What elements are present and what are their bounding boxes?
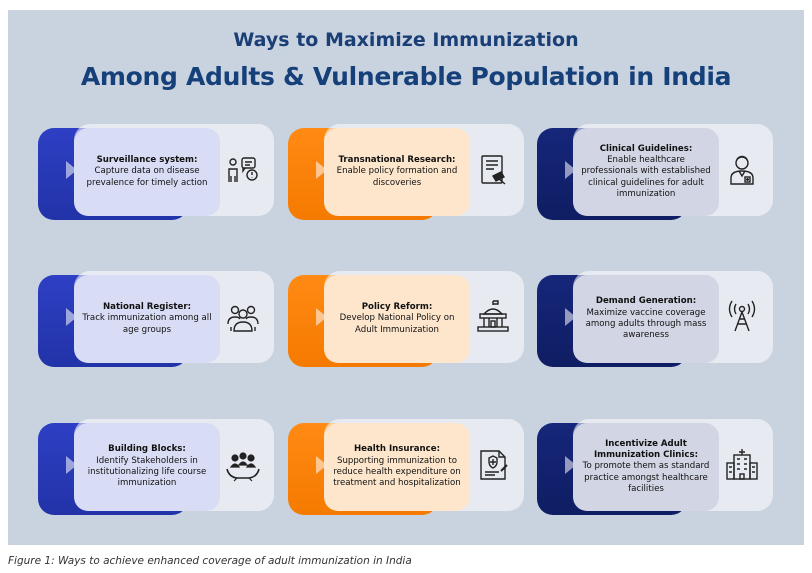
research-document-icon [473,150,513,190]
card-heading: National Register: [102,301,192,312]
card-building-blocks [38,419,274,515]
card-text: Capture data on disease prevalence for timely action [86,166,208,188]
card-text: Enable healthcare professionals with established clinical guidelines for adult immunization [581,154,711,200]
card-text: Enable policy formation and discoveries [336,166,458,188]
card-demand-generation [537,271,773,367]
government-building-icon [473,297,513,337]
doctor-icon [722,150,762,190]
broadcast-tower-icon [722,297,762,337]
card-heading: Building Blocks: [108,444,186,455]
card-heading: Surveillance system: [96,154,198,165]
card-text: Track immunization among all age groups [82,313,212,335]
card-health-insurance [288,419,524,515]
card-heading: Incentivize Adult Immunization Clinics: [593,438,699,460]
card-policy-reform [288,271,524,367]
people-group-icon [223,297,263,337]
figure-caption: Figure 1: Ways to achieve enhanced coverage of adult immunization in India [8,555,412,567]
surveillance-icon [223,150,263,190]
insurance-document-icon [473,445,513,485]
card-heading: Health Insurance: [353,444,441,455]
card-heading: Transnational Research: [338,154,456,165]
title-line-2: Among Adults & Vulnerable Population in India [80,62,732,91]
hospital-icon [722,445,762,485]
card-heading: Demand Generation: [595,296,697,307]
card-text: Identify Stakeholders in institutionalizing life course immunization [87,455,207,489]
card-text: Maximize vaccine coverage among adults through mass awareness [585,307,707,341]
stakeholders-hands-icon [223,445,263,485]
card-transnational-research [288,124,524,220]
card-national-register [38,271,274,367]
card-incentivize-clinics [537,419,773,515]
card-text: Supporting immunization to reduce health expenditure on treatment and hospitalization [333,455,461,489]
card-heading: Policy Reform: [361,301,433,312]
card-surveillance-system [38,124,274,220]
card-text: To promote them as standard practice amongst healthcare facilities [582,461,710,495]
card-text: Develop National Policy on Adult Immunization [339,313,455,335]
title-line-1: Ways to Maximize Immunization [233,29,579,51]
card-clinical-guidelines [537,124,773,220]
card-heading: Clinical Guidelines: [599,143,693,154]
